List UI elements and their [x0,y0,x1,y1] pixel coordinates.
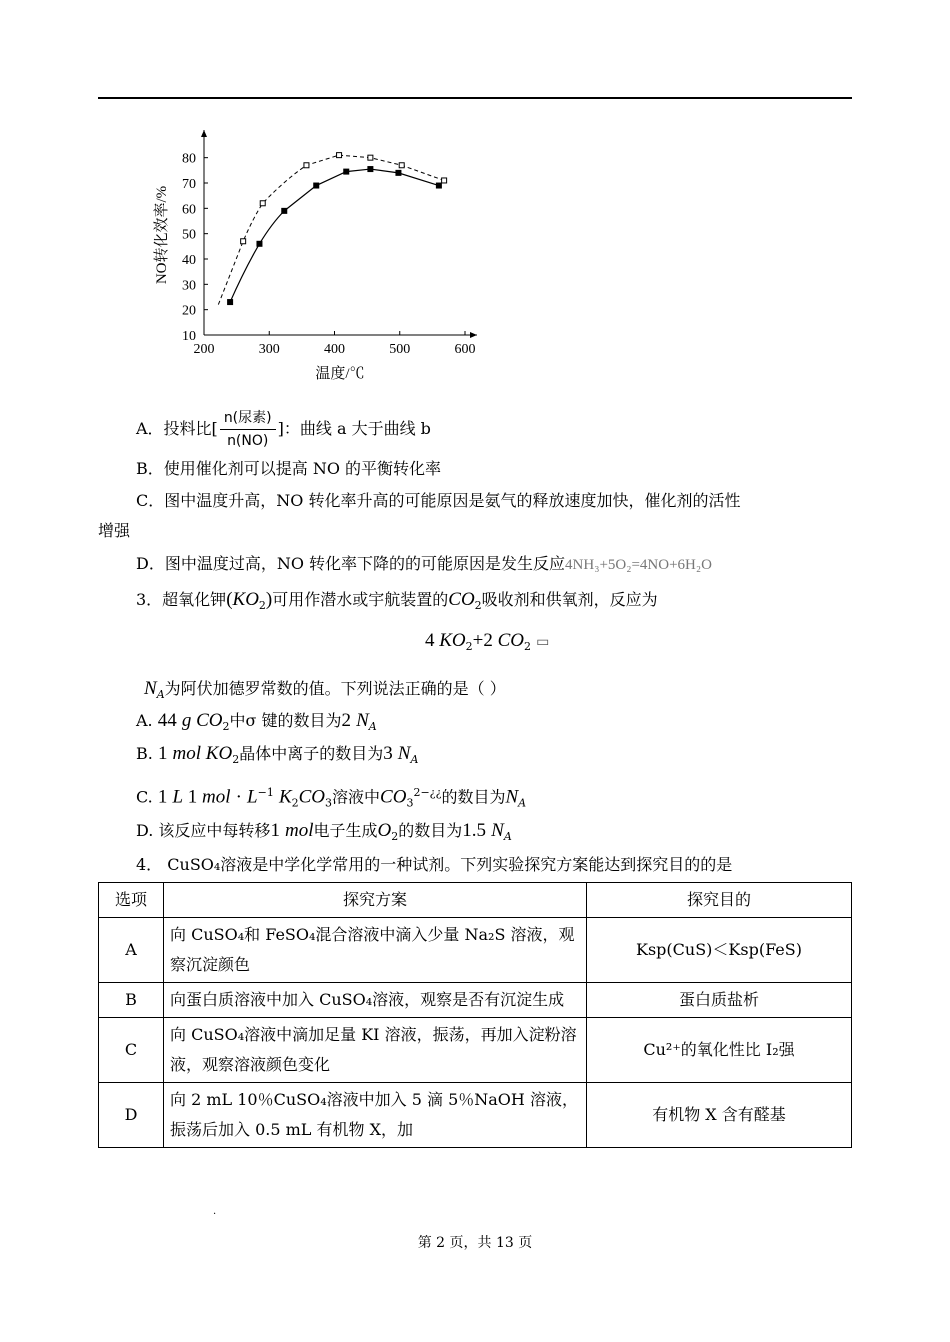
chart-ylabel: NO转化效率/% [154,185,170,285]
y-tick-label: 30 [182,278,196,294]
q3-na-line: $N_A$为阿伏加德罗常数的值。下列说法正确的是（ ） [144,678,506,702]
data-point [304,163,309,168]
q3-option-a: A. 44 g $CO_2$中σ 键的数目为2 $N_A$ [136,710,377,734]
q3-option-d: D. 该反应中每转移1 mol电子生成$O_2$的数目为1.5 $N_A$ [136,820,512,844]
option-c-cont: 增强 [98,521,131,540]
option-a: A．投料比[ $\frac{\text{n(尿素)}}{n(NO)}$ ]：曲线 a 大于曲线 b [136,407,431,452]
data-point [442,178,447,183]
row-option: B [99,983,164,1018]
x-tick-label: 300 [258,342,280,357]
q3-option-c: C. 1 L 1 mol · $L^{-1}$ $K_2CO_3$溶液中$CO_3^{2-¿¿}$的数目为$N_A$ [136,786,527,810]
y-tick-label: 60 [182,202,196,218]
chart-xlabel: 温度/℃ [315,366,365,382]
x-tick-label: 200 [193,342,215,357]
series-line-1 [218,155,444,304]
y-tick-label: 40 [182,253,196,268]
x-axis-arrow [470,332,477,338]
q3-equation: 4 $KO_2+2$ $CO_2$ ▭ [425,630,550,654]
table-header-row [99,883,852,918]
data-point [399,163,404,168]
y-tick-label: 10 [182,329,196,344]
header-plan: 探究方案 [164,883,587,918]
page-footer: 第 2 页，共 13 页 [417,1235,533,1251]
header-rule [98,97,852,99]
row-plan: 向 CuSO₄溶液中滴加足量 KI 溶液，振荡，再加入淀粉溶液，观察溶液颜色变化 [164,1018,587,1083]
y-tick-label: 50 [182,227,196,243]
row-goal: 蛋白质盐析 [587,983,852,1018]
data-point [282,208,287,213]
data-point [257,241,262,246]
data-point [260,201,265,206]
row-plan: 向蛋白质溶液中加入 CuSO₄溶液，观察是否有沉淀生成 [164,983,587,1018]
y-tick-label: 70 [182,177,196,192]
series-line-2 [230,169,439,302]
header-option: 选项 [99,883,164,918]
data-point [396,170,401,175]
feed-ratio-fraction: $\frac{\text{n(尿素)}}{n(NO)}$ [220,407,276,452]
data-point [368,167,373,172]
side-reaction-equation: 4NH₃+5O₂=4NO+6H₂O [565,557,712,573]
q4-stem: 4． CuSO₄溶液是中学化学常用的一种试剂。下列实验探究方案能达到探究目的的是 [136,855,733,874]
data-point [228,300,233,305]
table-row [99,1083,852,1148]
option-b: B．使用催化剂可以提高 NO 的平衡转化率 [136,459,442,478]
q3-stem: 3．超氧化钾$(KO_2)$可用作潜水或宇航装置的$CO_2$吸收剂和供氧剂，反应为 [136,589,658,613]
experiment-table [98,882,852,1148]
row-option: A [99,918,164,983]
x-tick-label: 600 [454,342,476,357]
data-point [344,169,349,174]
data-point [368,155,373,160]
row-option: C [99,1018,164,1083]
x-tick-label: 500 [389,342,411,357]
y-tick-label: 20 [182,303,196,319]
stray-dot: . [213,1206,217,1217]
option-d: D．图中温度过高，NO 转化率下降的的可能原因是发生反应4NH₃+5O₂=4NO+6H₂O [136,554,712,573]
data-point [241,239,246,244]
row-option: D [99,1083,164,1148]
row-plan: 向 2 mL 10％CuSO₄溶液中加入 5 滴 5％NaOH 溶液，振荡后加入 0.5 mL 有机物 X，加 [164,1083,587,1148]
data-point [314,183,319,188]
table-row [99,983,852,1018]
y-axis-arrow [201,130,207,137]
option-c: C．图中温度升高，NO 转化率升高的可能原因是氨气的释放速度加快，催化剂的活性 [136,491,741,510]
x-tick-label: 400 [324,342,345,357]
table-row [99,1018,852,1083]
header-goal: 探究目的 [587,883,852,918]
data-point [337,153,342,158]
row-goal: Cu²⁺的氧化性比 I₂强 [587,1018,852,1083]
row-plan: 向 CuSO₄和 FeSO₄混合溶液中滴入少量 Na₂S 溶液，观察沉淀颜色 [164,918,587,983]
data-point [436,183,441,188]
y-tick-label: 80 [182,151,196,167]
row-goal: Ksp(CuS)＜Ksp(FeS) [587,918,852,983]
table-row [99,918,852,983]
no-conversion-chart [150,125,490,385]
q3-option-b: B. 1 mol $KO_2$晶体中离子的数目为3 $N_A$ [136,743,419,767]
row-goal: 有机物 X 含有醛基 [587,1083,852,1148]
